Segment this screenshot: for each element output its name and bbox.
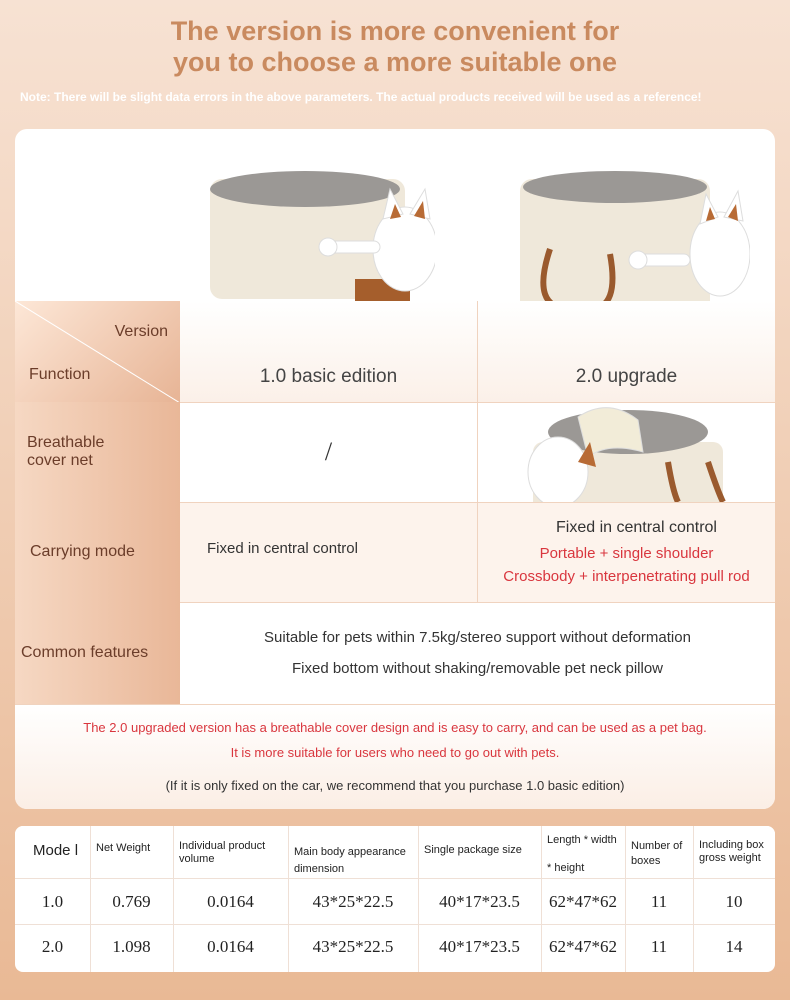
table-cell: 10 bbox=[725, 892, 743, 911]
spec-header-dimension: Main body appearance dimension bbox=[288, 826, 418, 878]
carrying-v1-value: Fixed in central control bbox=[207, 539, 358, 557]
spec-header-lwh: Length * width * height bbox=[541, 826, 625, 878]
row-label-breathable bbox=[15, 402, 180, 502]
table-cell: 14 bbox=[725, 937, 743, 956]
common-label: Common features bbox=[21, 644, 149, 661]
spec-header-package-size: Single package size bbox=[418, 826, 541, 878]
spec-header-model: Mode l bbox=[15, 826, 90, 878]
carrying-v2-line3: Crossbody + interpenetrating pull rod bbox=[503, 568, 750, 585]
breathable-label: Breathable cover net bbox=[27, 434, 105, 469]
version-v1-label: 1.0 basic edition bbox=[259, 366, 398, 387]
footer-line2: It is more suitable for users who need to go out with pets. bbox=[230, 745, 560, 760]
version-v1-header bbox=[180, 301, 477, 403]
breathable-v2-image bbox=[478, 402, 775, 502]
table-cell: 0.769 bbox=[112, 892, 151, 911]
corner-function-label: Function bbox=[29, 366, 91, 383]
footer-line3: (If it is only fixed on the car, we recommend that you purchase 1.0 basic edition) bbox=[165, 778, 625, 793]
footer-line1: The 2.0 upgraded version has a breathable cover design and is easy to carry, and can be used as a pet bag. bbox=[83, 720, 707, 735]
table-cell: 40*17*23.5 bbox=[439, 892, 520, 911]
common-features bbox=[180, 602, 775, 704]
version-v2-header bbox=[478, 301, 775, 403]
table-cell: 11 bbox=[650, 937, 668, 956]
spec-table bbox=[15, 826, 775, 972]
product-image-v1 bbox=[205, 159, 435, 309]
comparison-footer bbox=[15, 705, 775, 809]
corner-header bbox=[15, 301, 180, 403]
carrying-v1 bbox=[180, 502, 477, 602]
title-line-1: The version is more convenient for bbox=[170, 16, 620, 46]
spec-header-volume: Individual product volume bbox=[173, 826, 288, 878]
table-cell: 11 bbox=[650, 892, 668, 911]
comparison-card bbox=[15, 129, 775, 809]
spec-header-boxes: Number of boxes bbox=[625, 826, 693, 878]
breathable-v1-value: / bbox=[324, 437, 333, 466]
table-cell: 62*47*62 bbox=[549, 937, 617, 956]
table-cell: 43*25*22.5 bbox=[312, 937, 394, 956]
common-line1: Suitable for pets within 7.5kg/stereo support without deformation bbox=[264, 629, 691, 646]
table-cell: 1.0 bbox=[41, 892, 64, 911]
spec-header-net-weight: Net Weight bbox=[90, 826, 173, 878]
disclaimer-note: Note: There will be slight data errors in the above parameters. The actual products received will be used as a reference! bbox=[20, 90, 702, 104]
carrying-label: Carrying mode bbox=[30, 543, 135, 560]
breathable-v1 bbox=[180, 402, 477, 502]
row-label-common bbox=[15, 602, 180, 704]
title-line-2: you to choose a more suitable one bbox=[172, 47, 618, 77]
table-cell: 2.0 bbox=[41, 937, 64, 956]
table-cell: 1.098 bbox=[112, 937, 151, 956]
page-title bbox=[0, 16, 790, 78]
table-cell: 0.0164 bbox=[207, 937, 254, 956]
product-image-v2 bbox=[510, 159, 750, 319]
carrying-v2-line2: Portable + single shoulder bbox=[539, 545, 714, 562]
table-cell: 0.0164 bbox=[207, 892, 254, 911]
carrying-v2-line1: Fixed in central control bbox=[556, 519, 717, 536]
table-cell: 40*17*23.5 bbox=[439, 937, 520, 956]
corner-version-label: Version bbox=[114, 323, 168, 340]
table-cell: 62*47*62 bbox=[549, 892, 617, 911]
carrying-v2 bbox=[478, 502, 775, 602]
row-label-carrying bbox=[15, 502, 180, 602]
common-line2: Fixed bottom without shaking/removable pet neck pillow bbox=[291, 660, 664, 677]
spec-header-gross-weight: Including box gross weight bbox=[693, 826, 775, 878]
table-cell: 43*25*22.5 bbox=[312, 892, 394, 911]
version-v2-label: 2.0 upgrade bbox=[575, 366, 678, 387]
